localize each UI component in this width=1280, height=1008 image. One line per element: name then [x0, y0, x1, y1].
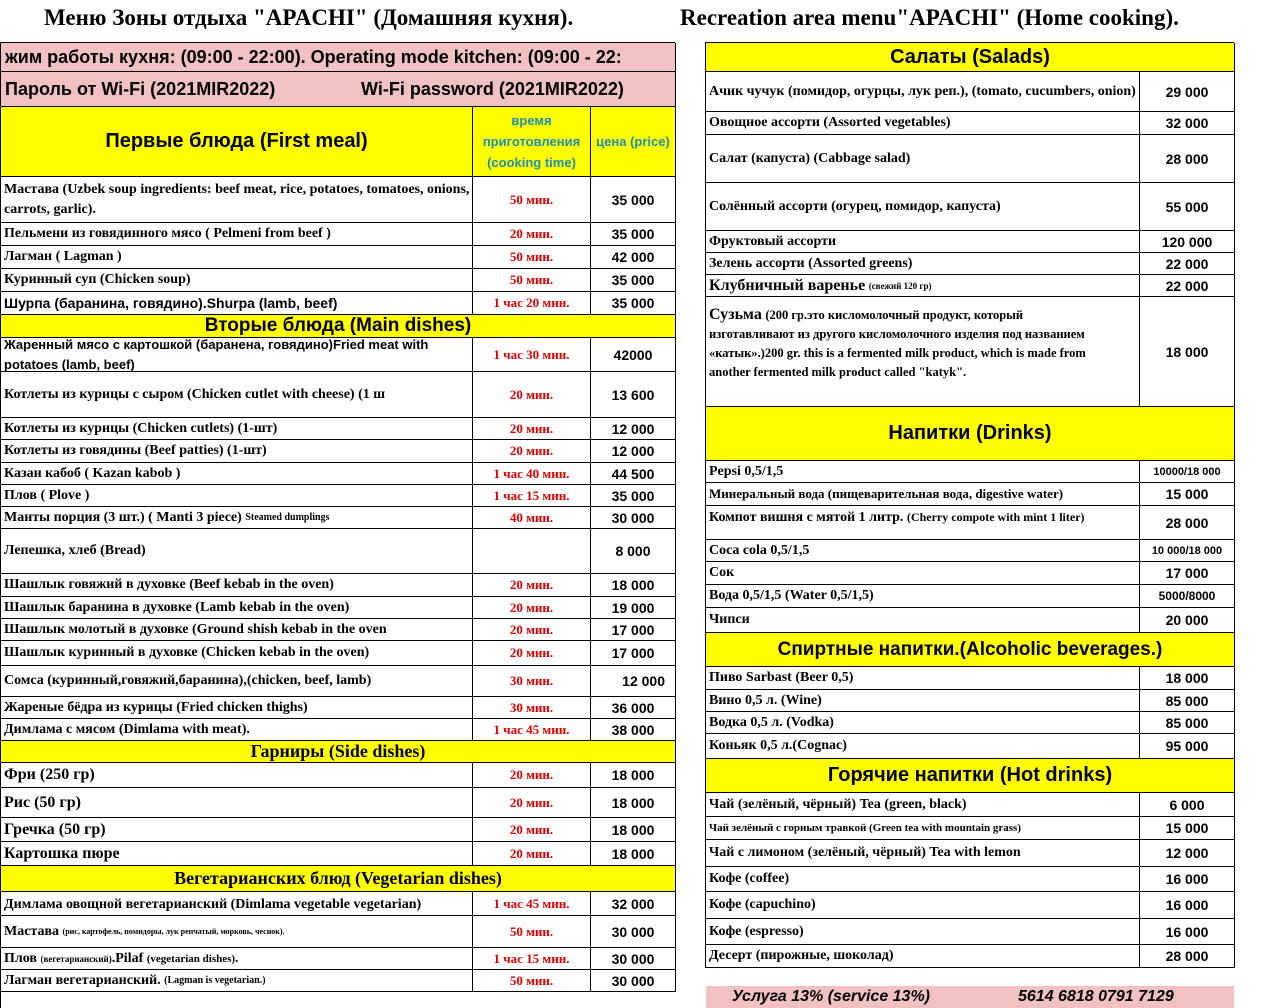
- menu-item-time: 50 мин.: [473, 916, 591, 948]
- menu-item-time: 30 мин.: [473, 697, 591, 719]
- menu-item-name-cell: [706, 275, 1140, 297]
- menu-item-name: Котлеты из говядины (Beef patties) (1-шт): [1, 440, 473, 463]
- menu-item-time: 50 мин.: [473, 246, 591, 269]
- menu-item-price: 85 000: [1140, 690, 1235, 712]
- service-charge: Услуга 13% (service 13%): [732, 988, 931, 1005]
- menu-item-time: 20 мин.: [473, 641, 591, 666]
- menu-item-time: 1 час 45 мин.: [473, 892, 591, 916]
- menu-item-name-cell: [1, 970, 473, 992]
- menu-item-price: 19 000: [591, 597, 676, 619]
- menu-item-name: Лагман вегетарианский.: [4, 972, 161, 988]
- menu-item-name: Жареные бёдра из курицы (Fried chicken thighs): [1, 697, 473, 719]
- menu-item-name: Шашлык молотый в духовке (Ground shish kebab in the oven: [1, 619, 473, 641]
- menu-item-name-cell: [1, 916, 473, 948]
- alcoholic-beverages-header: Спиртные напитки.(Alcoholic beverages.): [706, 633, 1235, 667]
- cooking-time-header: время приготовления (cooking time): [473, 107, 591, 177]
- menu-item-time: 30 мин.: [473, 666, 591, 697]
- title-ru: Меню Зоны отдыха "APACHI" (Домашняя кухня).: [44, 5, 574, 30]
- menu-item-name: Компот вишня с мятой 1 литр.: [709, 510, 904, 525]
- menu-item-name: Сок: [706, 562, 1140, 585]
- menu-item-price: 42 000: [591, 246, 676, 269]
- menu-item-note: (Cherry compote with mint 1 liter): [906, 510, 1085, 524]
- menu-item-price: 35 000: [591, 223, 676, 246]
- menu-item-price: 32 000: [591, 892, 676, 916]
- menu-item-time: 50 мин.: [473, 970, 591, 992]
- menu-item-name: Солённый ассорти (огурец, помидор, капуста): [706, 183, 1140, 231]
- menu-item-name: Чипси: [706, 608, 1140, 633]
- menu-item-price: 120 000: [1140, 231, 1235, 253]
- menu-item-note: (200 гр.это кисломолочный продукт, который изготавливают из другого кисломолочного изделия под названием «катык».)200 gr. this is a fermented milk product, which is made from another fermented milk product called "katyk".: [709, 308, 1086, 379]
- menu-item-price: 16 000: [1140, 892, 1235, 919]
- menu-item-name: Шурпа (баранина, говядино).Shurpa (lamb, beef): [1, 292, 473, 315]
- menu-item-time: 20 мин.: [473, 597, 591, 619]
- menu-item-name: Чай (зелёный, чёрный) Tea (green, black): [706, 793, 1140, 817]
- menu-item-price: 29 000: [1140, 72, 1235, 112]
- menu-item-time: 40 мин.: [473, 507, 591, 529]
- menu-item-name: Котлеты из курицы (Chicken cutlets) (1-шт): [1, 418, 473, 440]
- menu-item-price: 16 000: [1140, 919, 1235, 945]
- menu-item-price: 35 000: [591, 177, 676, 223]
- menu-item-time: 1 час 30 мин.: [473, 338, 591, 372]
- menu-item-name-end: .: [235, 950, 239, 966]
- menu-item-time: 50 мин.: [473, 177, 591, 223]
- menu-item-price: 35 000: [591, 292, 676, 315]
- menu-item-time: 20 мин.: [473, 440, 591, 463]
- menu-item-name: Кофе (capuchino): [706, 892, 1140, 919]
- menu-item-name: Пиво Sarbast (Beer 0,5): [706, 667, 1140, 690]
- menu-item-name: Вино 0,5 л. (Wine): [706, 690, 1140, 712]
- menu-item-name: Гречка (50 гр): [1, 818, 473, 842]
- menu-left-table: [0, 42, 675, 1008]
- menu-item-note-en: (vegetarian dishes): [146, 952, 236, 965]
- menu-item-name: Фри (250 гр): [1, 763, 473, 788]
- menu-item-time: 20 мин.: [473, 818, 591, 842]
- menu-item-note: Steamed dumplings: [245, 512, 330, 523]
- menu-item-name: Кофе (coffee): [706, 867, 1140, 892]
- menu-item-name-en: .Pilaf: [111, 950, 144, 966]
- menu-item-name: Pepsi 0,5/1,5: [706, 461, 1140, 483]
- menu-item-time: 20 мин.: [473, 372, 591, 418]
- menu-item-time: 20 мин.: [473, 763, 591, 788]
- vegetarian-dishes-header: Вегетарианских блюд (Vegetarian dishes): [1, 866, 676, 892]
- menu-item-price: 55 000: [1140, 183, 1235, 231]
- menu-item-name: Шашлык говяжий в духовке (Beef kebab in the oven): [1, 574, 473, 597]
- menu-item-price: 8 000: [591, 529, 676, 574]
- menu-item-price: 85 000: [1140, 712, 1235, 734]
- menu-item-name: Вода 0,5/1,5 (Water 0,5/1,5): [706, 585, 1140, 608]
- wifi-ru: Пароль от Wi-Fi (2021MIR2022): [5, 78, 276, 99]
- menu-item-price: 32 000: [1140, 112, 1235, 135]
- menu-item-name: Мастава: [4, 923, 60, 939]
- price-header: цена (price): [591, 107, 676, 177]
- menu-item-price: 28 000: [1140, 135, 1235, 183]
- menu-item-price: 18 000: [591, 763, 676, 788]
- wifi-en: Wi-Fi password (2021MIR2022): [361, 78, 624, 99]
- wifi-row: [1, 72, 676, 107]
- menu-item-time: 50 мин.: [473, 269, 591, 292]
- menu-item-price: 18 000: [1140, 297, 1235, 407]
- menu-item-price: 42000: [591, 338, 676, 372]
- menu-item-price: 28 000: [1140, 506, 1235, 540]
- menu-item-price: 13 600: [591, 372, 676, 418]
- menu-item-name: Кофе (espresso): [706, 919, 1140, 945]
- menu-item-time: 1 час 40 мин.: [473, 463, 591, 485]
- menu-item-price: 30 000: [591, 916, 676, 948]
- menu-item-name: Котлеты из курицы с сыром (Chicken cutlet with cheese) (1 ш: [1, 372, 473, 418]
- menu-item-time: 20 мин.: [473, 788, 591, 818]
- menu-item-note: (вегетарианский): [40, 953, 112, 964]
- menu-item-name-cell: [706, 506, 1140, 540]
- menu-item-name-cell: [1, 948, 473, 970]
- menu-item-name: Шашлык баранина в духовке (Lamb kebab in the oven): [1, 597, 473, 619]
- menu-item-name: Ачик чучук (помидор, огурцы, лук реп.), (tomato, cucumbers, onion): [706, 72, 1140, 112]
- service-footer: [706, 986, 1234, 1008]
- menu-item-name: Лагман ( Lagman ): [1, 246, 473, 269]
- menu-item-time: 20 мин.: [473, 619, 591, 641]
- menu-item-name: Зелень ассорти (Assorted greens): [706, 253, 1140, 275]
- menu-item-price: 15 000: [1140, 817, 1235, 840]
- menu-item-price: 35 000: [591, 485, 676, 507]
- menu-item-price: 30 000: [591, 507, 676, 529]
- menu-item-name: Шашлык куринный в духовке (Chicken kebab in the oven): [1, 641, 473, 666]
- menu-item-time: 1 час 15 мин.: [473, 485, 591, 507]
- menu-item-name: Овощное ассорти (Assorted vegetables): [706, 112, 1140, 135]
- kitchen-hours: жим работы кухня: (09:00 - 22:00). Operating mode kitchen: (09:00 - 22:: [1, 43, 676, 72]
- menu-item-price: 17 000: [591, 619, 676, 641]
- menu-right-table: [705, 42, 1234, 968]
- menu-item-price: 36 000: [591, 697, 676, 719]
- menu-item-time: 1 час 45 мин.: [473, 719, 591, 741]
- first-meal-header: Первые блюда (First meal): [1, 107, 473, 177]
- menu-item-time: [473, 529, 591, 574]
- menu-item-name: Чай с лимоном (зелёный, чёрный) Tea with lemon: [706, 840, 1140, 867]
- menu-item-price: 18 000: [591, 574, 676, 597]
- menu-item-price: 12 000: [591, 666, 676, 697]
- menu-item-name: Жаренный мясо с картошкой (баранена, говядино)Fried meat with potatoes (lamb, beef): [1, 338, 473, 372]
- menu-item-price: 44 500: [591, 463, 676, 485]
- menu-item-price: 15 000: [1140, 483, 1235, 506]
- menu-item-name: Coca cola 0,5/1,5: [706, 540, 1140, 562]
- menu-item-time: 20 мин.: [473, 223, 591, 246]
- menu-item-price: 18 000: [591, 842, 676, 866]
- menu-item-price: 35 000: [591, 269, 676, 292]
- menu-item-name: Сузьма: [709, 306, 762, 323]
- menu-item-name: Димлама с мясом (Dimlama with meat).: [1, 719, 473, 741]
- phone-numbers: 5614 6818 0791 7129: [1018, 988, 1174, 1005]
- menu-item-name: Манты порция (3 шт.) ( Manti 3 piece): [4, 509, 242, 525]
- main-dishes-header: Вторые блюда (Main dishes): [1, 315, 676, 338]
- menu-item-time: 20 мин.: [473, 842, 591, 866]
- menu-item-name: Димлама овощной вегетарианский (Dimlama vegetable vegetarian): [1, 892, 473, 916]
- menu-item-name-cell: [706, 297, 1140, 407]
- menu-item-name: Водка 0,5 л. (Vodka): [706, 712, 1140, 734]
- menu-item-note: (рис, картофель, помидоры, лук репчатый, морковь, чеснок).: [62, 927, 285, 936]
- menu-item-note: (свежий 120 гр): [868, 280, 932, 291]
- menu-item-price: 16 000: [1140, 867, 1235, 892]
- menu-item-time: 1 час 15 мин.: [473, 948, 591, 970]
- menu-item-price: 18 000: [591, 788, 676, 818]
- menu-item-name: Куринный суп (Chicken soup): [1, 269, 473, 292]
- side-dishes-header: Гарниры (Side dishes): [1, 741, 676, 763]
- menu-item-name: Клубничный варенье: [709, 276, 866, 294]
- menu-item-price: 18 000: [591, 818, 676, 842]
- hot-drinks-header: Горячие напитки (Hot drinks): [706, 759, 1235, 793]
- menu-item-name: Фруктовый ассорти: [706, 231, 1140, 253]
- menu-item-name: Плов ( Plove ): [1, 485, 473, 507]
- menu-item-name: Пельмени из говядинного мясо ( Pelmeni from beef ): [1, 223, 473, 246]
- menu-item-price: 28 000: [1140, 945, 1235, 968]
- menu-item-price: 10000/18 000: [1140, 461, 1235, 483]
- menu-item-price: 20 000: [1140, 608, 1235, 633]
- menu-item-price: 30 000: [591, 970, 676, 992]
- menu-item-name: Коньяк 0,5 л.(Cognac): [706, 734, 1140, 759]
- menu-item-price: 18 000: [1140, 667, 1235, 690]
- menu-item-name: Сомса (куринный,говяжий,баранина),(chicken, beef, lamb): [1, 666, 473, 697]
- drinks-header: Напитки (Drinks): [706, 407, 1235, 461]
- title-en: Recreation area menu"APACHI" (Home cooking).: [680, 5, 1179, 30]
- menu-item-price: 22 000: [1140, 253, 1235, 275]
- menu-item-name: Мастава (Uzbek soup ingredients: beef meat, rice, potatoes, tomatoes, onions, carrots, garlic).: [1, 177, 473, 223]
- menu-item-price: 17 000: [591, 641, 676, 666]
- menu-item-price: 17 000: [1140, 562, 1235, 585]
- menu-item-price: 10 000/18 000: [1140, 540, 1235, 562]
- menu-item-time: 20 мин.: [473, 418, 591, 440]
- menu-item-name: Чай зелёный с горным травкой (Green tea with mountain grass): [706, 817, 1140, 840]
- menu-item-price: 22 000: [1140, 275, 1235, 297]
- menu-item-name-cell: [1, 507, 473, 529]
- menu-item-name: Плов: [4, 950, 37, 966]
- menu-item-price: 30 000: [591, 948, 676, 970]
- menu-item-time: 1 час 20 мин.: [473, 292, 591, 315]
- menu-item-price: 95 000: [1140, 734, 1235, 759]
- menu-item-name: Лепешка, хлеб (Bread): [1, 529, 473, 574]
- menu-item-price: 5000/8000: [1140, 585, 1235, 608]
- menu-item-name: Рис (50 гр): [1, 788, 473, 818]
- menu-item-price: 6 000: [1140, 793, 1235, 817]
- menu-item-time: 20 мин.: [473, 574, 591, 597]
- salads-header: Салаты (Salads): [706, 43, 1235, 72]
- menu-item-price: 12 000: [591, 440, 676, 463]
- menu-item-price: 12 000: [1140, 840, 1235, 867]
- menu-item-name: Казан кабоб ( Kazan kabob ): [1, 463, 473, 485]
- menu-item-name: Салат (капуста) (Cabbage salad): [706, 135, 1140, 183]
- menu-item-note: (Lagman is vegetarian.): [164, 975, 266, 986]
- menu-item-price: 38 000: [591, 719, 676, 741]
- menu-item-name: Картошка пюре: [1, 842, 473, 866]
- menu-item-name: Десерт (пирожные, шоколад): [706, 945, 1140, 968]
- menu-item-price: 12 000: [591, 418, 676, 440]
- menu-item-name: Минеральный вода (пищеварительная вода, digestive water): [706, 483, 1140, 506]
